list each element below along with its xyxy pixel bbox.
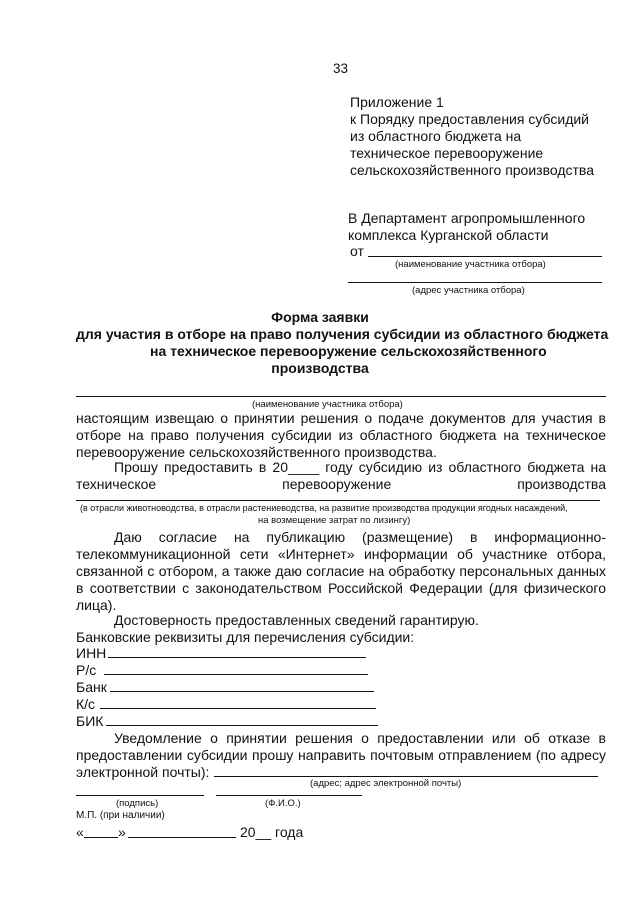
bank-field[interactable]: [110, 691, 374, 692]
bank-heading: Банковские реквизиты для перечисления субсидии:: [76, 629, 415, 645]
caption-participant-name: (наименование участника отбора): [395, 259, 546, 270]
paragraph-2: [76, 459, 606, 493]
caption-signature: (подпись): [116, 798, 159, 809]
p3-line-1: Даю согласие на публикацию (размещение) в информационно-: [114, 529, 606, 545]
title-line-1: Форма заявки: [271, 309, 369, 325]
title-line-4: производства: [271, 360, 369, 376]
date-day-field[interactable]: [84, 837, 118, 838]
participant-address-field[interactable]: [348, 282, 602, 283]
p5-line-3: электронной почты):: [76, 764, 210, 780]
date-quote-open: «: [76, 824, 84, 840]
date-year: 20__ года: [240, 824, 304, 840]
p3-line-2: телекоммуникационной сети «Интернет» информации об участнике отбора,: [76, 546, 606, 562]
p3-line-4: в соответствии с законодательством Российской Федерации (для физического: [76, 580, 606, 596]
email-field[interactable]: [214, 776, 598, 777]
full-name-field[interactable]: [216, 795, 362, 796]
p3-line-5: лица).: [76, 597, 117, 613]
bank-label-account: Р/с: [76, 662, 97, 678]
paragraph-5: [76, 730, 606, 781]
corr-account-field[interactable]: [100, 708, 376, 709]
bank-label-corr-account: К/с: [76, 696, 96, 712]
caption-sector-line-2: на возмещение затрат по лизингу): [258, 515, 411, 526]
paragraph-1: [76, 410, 606, 461]
p2-line-2: [76, 476, 606, 493]
p1-line-1: настоящим извещаю о принятии решения о подаче документов для участия в: [76, 410, 606, 426]
appendix-line-1: Приложение 1: [350, 94, 444, 110]
participant-field[interactable]: [76, 396, 606, 397]
from-label: от: [350, 243, 364, 259]
appendix-line-4: техническое перевооружение: [350, 145, 544, 161]
caption-participant-address: (адрес участника отбора): [412, 285, 525, 296]
date-month-field[interactable]: [128, 837, 236, 838]
signature-field[interactable]: [76, 795, 204, 796]
p2-word-1: техническое: [76, 476, 157, 492]
paragraph-3: [76, 529, 606, 614]
p2-word-3: производства: [517, 476, 606, 492]
caption-full-name: (Ф.И.О.): [265, 798, 301, 809]
appendix-line-5: сельскохозяйственного производства: [350, 162, 594, 178]
addressee-line-1: В Департамент агропромышленного: [348, 210, 586, 226]
bank-label-bik: БИК: [76, 713, 104, 729]
caption-sector-line-1: (в отрасли животноводства, в отрасли растениеводства, на развитие производства продукции ягодных насаждений,: [80, 503, 568, 513]
caption-email: (адрес; адрес электронной почты): [310, 778, 462, 789]
inn-field[interactable]: [108, 657, 366, 658]
appendix-line-3: из областного бюджета на: [350, 128, 522, 144]
caption-participant: (наименование участника отбора): [252, 399, 403, 410]
p1-line-3: перевооружение сельскохозяйственного производства.: [76, 444, 437, 460]
participant-name-field[interactable]: [368, 256, 602, 257]
paragraph-4: Достоверность предоставленных сведений гарантирую.: [114, 612, 479, 628]
title-line-2: для участия в отборе на право получения субсидии из областного бюджета: [76, 326, 609, 342]
date-quote-close: »: [118, 824, 126, 840]
p3-line-3: связанной с отбором, а также даю согласие на обработку персональных данных: [76, 563, 606, 579]
bank-label-inn: ИНН: [76, 645, 107, 661]
sector-field[interactable]: [76, 500, 600, 501]
account-field[interactable]: [104, 674, 368, 675]
p5-line-2: предоставлении субсидии прошу направить почтовым отправлением (по адресу: [76, 747, 606, 763]
p5-line-1: Уведомление о принятии решения о предоставлении или об отказе в: [114, 730, 606, 746]
title-line-3: на техническое перевооружение сельскохозяйственного: [150, 343, 547, 359]
p2-line-1: Прошу предоставить в 20____ году субсидию из областного бюджета на: [114, 459, 606, 475]
bank-label-bank: Банк: [76, 679, 107, 695]
p2-word-2: перевооружение: [282, 476, 392, 492]
addressee-line-2: комплекса Курганской области: [348, 227, 549, 243]
p1-line-2: отборе на право получения субсидии из областного бюджета на техническое: [76, 427, 606, 443]
stamp-note: М.П. (при наличии): [76, 810, 165, 821]
bik-field[interactable]: [106, 725, 378, 726]
page-number: 33: [333, 61, 349, 76]
appendix-line-2: к Порядку предоставления субсидий: [350, 111, 589, 127]
